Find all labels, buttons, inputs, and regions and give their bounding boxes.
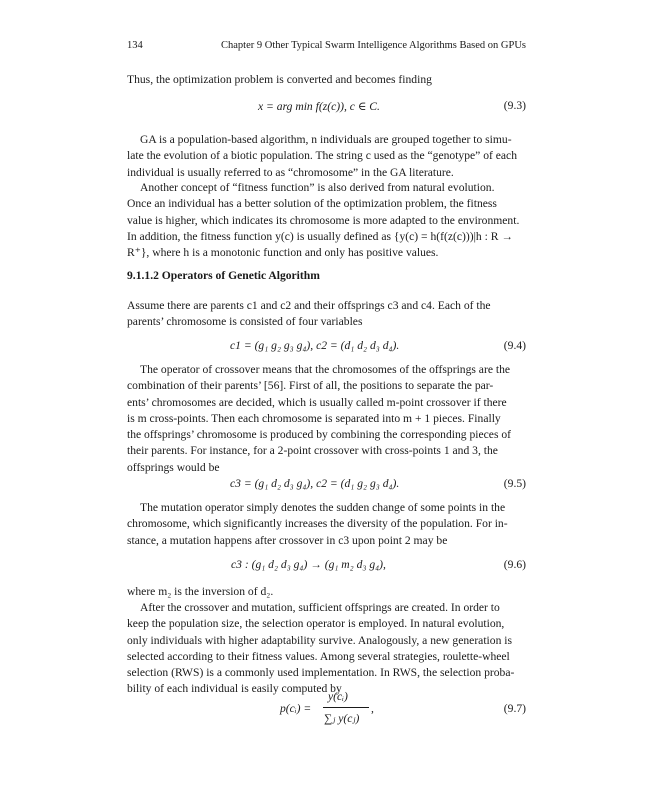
paragraph-mutation: The mutation operator simply denotes the sudden change of some points in the chromosome, which significantly increases the diversity of the population. For in- stance, a mutation happens after crossover in c3 upon point 2 may be [127, 501, 508, 547]
equation-9-7-number: (9.7) [503, 702, 526, 715]
where-line: where m₂ is the inversion of d₂. [127, 585, 274, 598]
equation-9-4-math: c1 = (g₁ g₂ g₃ g₄), c2 = (d₁ d₂ d₃ d₄). [230, 339, 400, 352]
paragraph-ga: GA is a population-based algorithm, n individuals are grouped together to simu- late the evolution of a biotic population. The string c used as the “genotype” of each individual is usually referred to as “chromosome” in the GA literature. [127, 133, 517, 179]
paragraph-fitness: Another concept of “fitness function” is also derived from natural evolution. Once an individual has a better solution of the optimization problem, the fitness value is higher, which indicates its chromosome is more adapted to the environment. In addition, the fitness function y(c) is usually defined as {y(c) = h(f(z(c)))|h : R → R⁺}, where h is a monotonic function and only has positive values. [127, 181, 520, 260]
equation-9-7-denominator: ∑ⱼ y(cⱼ) [324, 712, 360, 725]
equation-9-7-fraction-bar [323, 707, 369, 708]
equation-9-3 [127, 99, 526, 119]
equation-9-5 [127, 477, 526, 497]
section-heading: 9.1.1.2 Operators of Genetic Algorithm [127, 269, 320, 282]
equation-9-7 [127, 690, 526, 734]
paragraph-selection: After the crossover and mutation, sufficient offsprings are created. In order to keep the population size, the selection operator is employed. In natural evolution, only individuals with higher adaptability survive. Analogously, a new generation is selected according to their fitness values. Among several strategies, roulette-wheel selection (RWS) is a commonly used implementation. In RWS, the selection proba- bility of each individual is easily computed by [127, 601, 515, 696]
equation-9-6 [127, 558, 526, 578]
equation-9-5-number: (9.5) [503, 477, 526, 490]
page-number: 134 [127, 40, 143, 51]
equation-9-6-number: (9.6) [503, 558, 526, 571]
equation-9-7-tail: , [371, 702, 374, 715]
equation-9-6-math: c3 : (g₁ d₂ d₃ g₄) → (g₁ m₂ d₃ g₄), [231, 558, 386, 571]
running-title: Chapter 9 Other Typical Swarm Intelligence Algorithms Based on GPUs [221, 40, 526, 51]
equation-9-3-math: x = arg min f(z(c)), c ∈ C. [258, 100, 380, 113]
equation-9-3-number: (9.3) [503, 99, 526, 112]
equation-9-7-lhs: p(cᵢ) = [280, 702, 312, 715]
equation-9-7-numerator: y(cᵢ) [328, 690, 348, 703]
equation-9-4-number: (9.4) [503, 339, 526, 352]
intro-line: Thus, the optimization problem is converted and becomes finding [127, 73, 432, 86]
page-header [127, 40, 526, 56]
paragraph-crossover: The operator of crossover means that the chromosomes of the offsprings are the combination of their parents’ [56]. First of all, the positions to separate the par- ents’ chromosomes are decided, which is usually called m-point crossover if there is m cross-points. Then each chromosome is separated into m + 1 pieces. Finally the offsprings’ chromosome is produced by combining the corresponding pieces of their parents. For instance, for a 2-point crossover with cross-points 1 and 3, the offsprings would be [127, 363, 512, 474]
equation-9-5-math: c3 = (g₁ d₂ d₃ g₄), c2 = (d₁ g₂ g₃ d₄). [230, 477, 400, 490]
equation-9-4 [127, 339, 526, 359]
paragraph-parents: Assume there are parents c1 and c2 and their offsprings c3 and c4. Each of the parents’ chromosome is consisted of four variables [127, 299, 491, 329]
